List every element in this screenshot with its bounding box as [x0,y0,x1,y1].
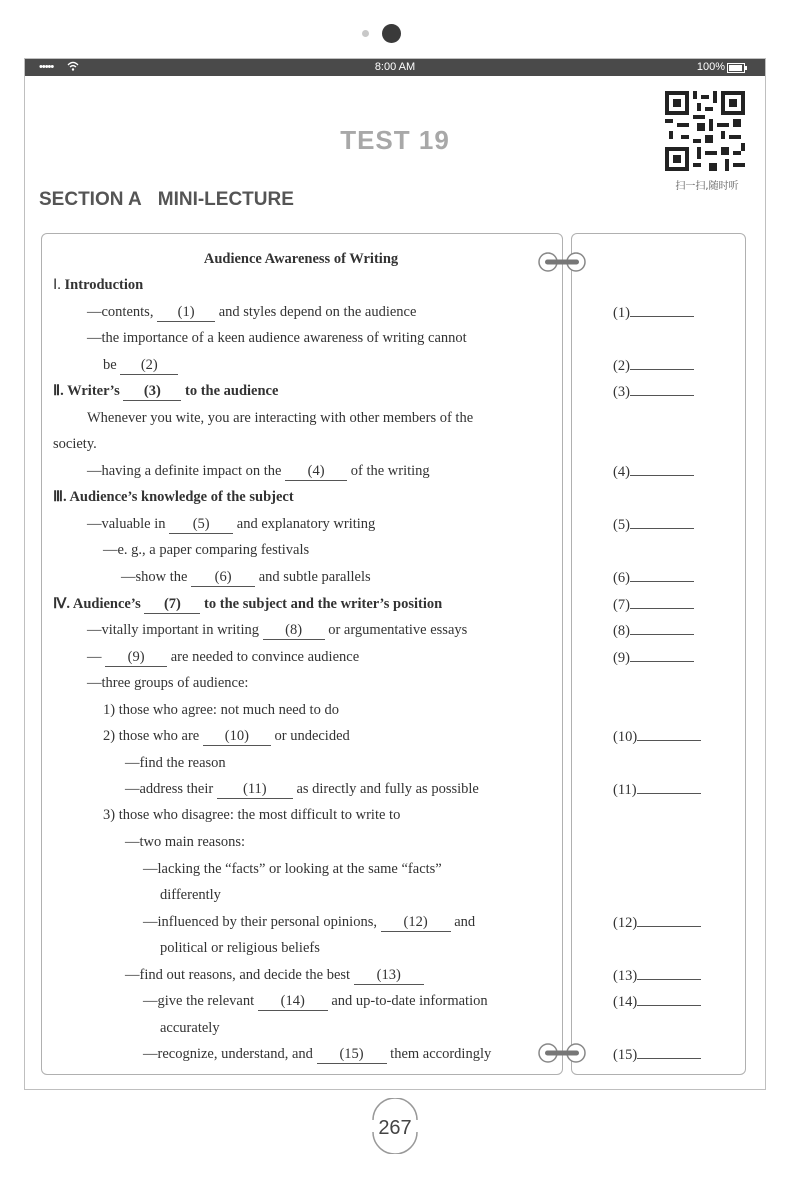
lecture-line-17 [103,700,339,720]
page-number: 267 [378,1117,412,1139]
line-text: Whenever you wite, you are interacting with other members of the [87,410,474,426]
lecture-line-26 [160,938,320,958]
qr-code-icon[interactable] [665,91,745,171]
line-text: — [87,649,106,665]
line-text: —address their [125,781,217,797]
lecture-line-20 [125,779,479,799]
lecture-title: Audience Awareness of Writing [203,251,399,267]
blank-4: (4) [285,463,347,481]
tablet-screen [24,58,766,1090]
camera-lens [382,24,401,43]
line-text: them accordingly [386,1046,492,1062]
line-text: —vitally important in writing [87,622,263,638]
line-text: —find the reason [125,755,226,771]
answer-line-2[interactable]: (2) [613,355,694,376]
test-title: TEST 19 [340,125,450,155]
lecture-line-19 [125,753,226,773]
line-text: and explanatory writing [233,516,376,532]
line-text: Audience’s [72,596,145,612]
line-text: differently [160,887,221,903]
line-text: and subtle parallels [255,569,371,585]
line-text: —lacking the “facts” or looking at the same “facts” [143,861,442,877]
line-text: and styles depend on the audience [215,304,417,320]
lecture-line-10 [87,514,375,534]
lecture-line-28 [143,991,488,1011]
lecture-line-13 [53,594,442,614]
blank-13: (13) [354,967,424,985]
line-text: to the audience [181,383,279,399]
blank-14: (14) [258,993,328,1011]
lecture-line-24 [160,885,221,905]
lecture-line-18 [103,726,350,746]
qr-caption: 扫一扫,随时听 [675,181,739,192]
lecture-line-11 [103,540,309,560]
line-text: 2) those who are [103,728,203,744]
status-time: 8:00 AM [374,61,416,73]
line-text: or undecided [270,728,350,744]
line-text: accurately [160,1020,220,1036]
blank-8: (8) [263,622,325,640]
answer-line-14[interactable]: (14) [613,991,701,1012]
line-text: —valuable in [87,516,170,532]
line-text: of the writing [347,463,430,479]
battery-icon [727,63,745,73]
blank-12: (12) [381,914,451,932]
answer-line-12[interactable]: (12) [613,912,701,933]
line-text: —contents, [87,304,158,320]
line-text: Writer’s [67,383,124,399]
section-heading [39,189,294,211]
answer-line-15[interactable]: (15) [613,1044,701,1065]
answer-line-11[interactable]: (11) [613,779,701,800]
line-text: —two main reasons: [125,834,246,850]
page-number-badge [367,1098,423,1154]
line-text: —recognize, understand, and [143,1046,317,1062]
blank-7: (7) [144,596,200,614]
lecture-line-25 [143,912,475,932]
line-text: Ⅳ. [53,596,73,612]
front-camera [0,24,800,44]
line-text: and up-to-date information [327,993,488,1009]
status-bar [25,59,765,76]
blank-11: (11) [217,781,293,799]
lecture-line-2 [87,302,416,322]
line-text: —influenced by their personal opinions, [143,914,381,930]
lecture-line-6 [87,408,473,428]
blank-10: (10) [203,728,271,746]
line-text: or argumentative essays [324,622,468,638]
line-text: —the importance of a keen audience awareness of writing cannot [87,330,467,346]
line-text: —e. g., a paper comparing festivals [103,542,310,558]
answer-line-10[interactable]: (10) [613,726,701,747]
line-text: 3) those who disagree: the most difficult to write to [103,807,401,823]
line-text: are needed to convince audience [167,649,360,665]
line-text: society. [53,436,97,452]
line-text: Ⅲ. [53,489,70,505]
answer-line-3[interactable]: (3) [613,381,694,402]
blank-15: (15) [317,1046,387,1064]
line-text: political or religious beliefs [160,940,320,956]
line-text: to the subject and the writer’s position [200,596,443,612]
line-text: as directly and fully as possible [292,781,479,797]
lecture-line-5 [53,381,278,401]
line-text: —having a definite impact on the [87,463,286,479]
line-text: —give the relevant [143,993,258,1009]
battery-percent: 100% [696,61,725,73]
lecture-line-9 [53,487,294,507]
lecture-line-12 [121,567,371,587]
lecture-line-22 [125,832,245,852]
line-text: Introduction [64,277,144,293]
line-text: and [450,914,476,930]
lecture-line-7 [53,434,97,454]
line-text: Audience’s knowledge of the subject [69,489,294,505]
lecture-line-15 [87,647,359,667]
answer-line-9[interactable]: (9) [613,647,694,668]
line-text: —find out reasons, and decide the best [125,967,354,983]
blank-5: (5) [169,516,233,534]
answer-line-5[interactable]: (5) [613,514,694,535]
section-title: MINI-LECTURE [157,189,294,210]
signal-icon: ••••• [39,61,54,73]
blank-6: (6) [191,569,255,587]
lecture-line-30 [143,1044,491,1064]
blank-3: (3) [123,383,181,401]
blank-9: (9) [105,649,167,667]
answer-line-7[interactable]: (7) [613,594,694,615]
line-text: —show the [121,569,192,585]
line-text: Ⅱ. [53,383,68,399]
line-text: Ⅰ. [53,277,65,293]
lecture-line-23 [143,859,442,879]
camera-sensor-dot [362,30,369,37]
answer-line-13[interactable]: (13) [613,965,701,986]
lecture-line-3 [87,328,467,348]
lecture-line-14 [87,620,467,640]
lecture-line-21 [103,805,400,825]
binder-ring-icon [537,1042,587,1064]
lecture-line-8 [87,461,430,481]
blank-2: (2) [120,357,178,375]
answer-line-1[interactable]: (1) [613,302,694,323]
line-text: be [103,357,121,373]
lecture-line-4 [103,355,178,375]
lecture-line-1 [53,275,143,295]
lecture-line-29 [160,1018,220,1038]
lecture-line-16 [87,673,248,693]
section-label: SECTION A [39,189,142,210]
lecture-line-27 [125,965,424,985]
answer-line-8[interactable]: (8) [613,620,694,641]
line-text: 1) those who agree: not much need to do [103,702,339,718]
line-text: —three groups of audience: [87,675,249,691]
answer-line-4[interactable]: (4) [613,461,694,482]
answer-line-6[interactable]: (6) [613,567,694,588]
blank-1: (1) [157,304,215,322]
